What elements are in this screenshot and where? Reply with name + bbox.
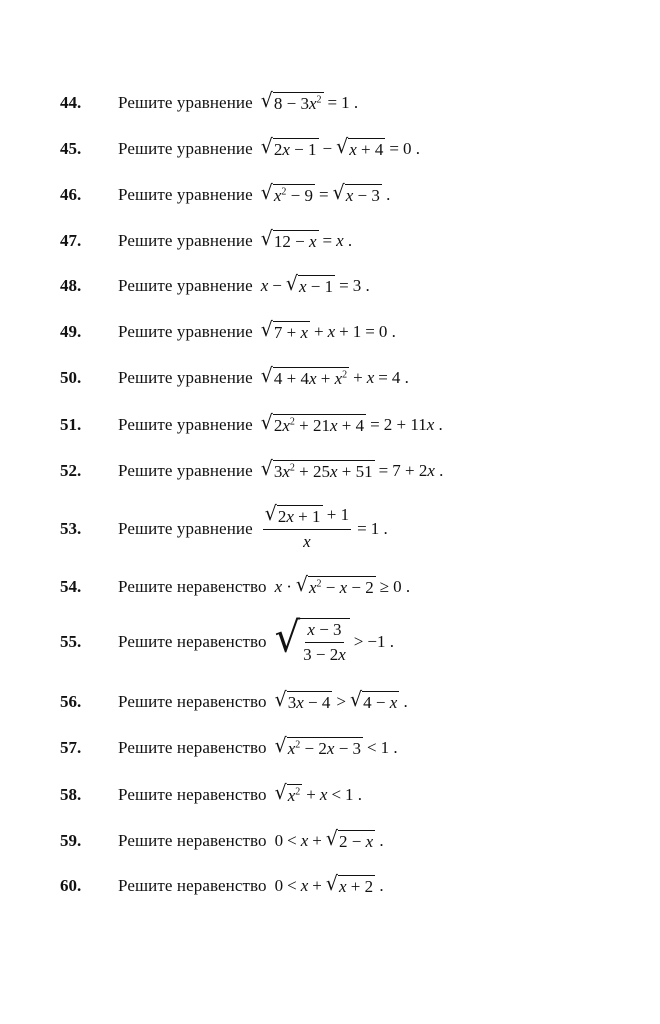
problem-number: 46.: [60, 185, 82, 204]
problem-57: [60, 734, 620, 759]
problem-expression: √ 12 − x = x .: [260, 227, 353, 251]
problem-52: [60, 457, 620, 482]
problem-number: 55.: [60, 631, 82, 651]
problem-instruction: Решите уравнение: [118, 518, 253, 538]
problem-number: 49.: [60, 322, 82, 341]
problem-47: [60, 227, 620, 252]
problem-51: [60, 411, 620, 436]
problem-56: [60, 688, 620, 713]
problem-instruction: Решите уравнение: [118, 368, 253, 387]
problem-number: 53.: [60, 518, 82, 538]
problem-instruction: Решите уравнение: [118, 185, 253, 204]
problem-54: [60, 573, 620, 598]
problem-58: [60, 781, 620, 806]
problem-expression: √ $x^2$ + x < 1 .: [274, 781, 363, 805]
problem-number: 50.: [60, 368, 82, 387]
problem-expression: x − √ x − 1 = 3 .: [260, 272, 370, 296]
problem-instruction: Решите неравенство: [118, 631, 267, 651]
problem-instruction: Решите уравнение: [118, 139, 253, 158]
problem-59: [60, 827, 620, 852]
problem-44: [60, 89, 620, 114]
problem-46: [60, 181, 620, 206]
problem-instruction: Решите уравнение: [118, 461, 253, 480]
problem-number: 51.: [60, 415, 82, 434]
problem-number: 48.: [60, 276, 82, 295]
problem-number: 47.: [60, 231, 82, 250]
problem-45: [60, 135, 620, 160]
problem-expression: √ $3x^2 + 25x + 51$ = 7 + 2 x .: [260, 457, 444, 481]
problem-number: 44.: [60, 93, 82, 112]
problem-instruction: Решите уравнение: [118, 231, 253, 250]
problem-instruction: Решите неравенство: [118, 785, 267, 804]
problem-expression: √ 2x − 1 − √ x + 4 = 0 .: [260, 135, 420, 159]
problem-number: 58.: [60, 785, 82, 804]
problem-50: [60, 364, 620, 389]
problem-instruction: Решите уравнение: [118, 276, 253, 295]
problem-expression: √ 2x + 1 + 1 x = 1 .: [264, 502, 388, 551]
problem-number: 54.: [60, 577, 82, 596]
problem-instruction: Решите уравнение: [118, 93, 253, 112]
problem-60: [60, 872, 620, 897]
problem-expression: √ $x^2 - 9$ = √ x − 3 .: [260, 181, 391, 205]
problem-expression: x · √ $x^2 - x - 2$ ≥ 0 .: [274, 573, 411, 597]
problem-expression: 0 < x + √ 2 − x .: [274, 827, 384, 851]
problem-instruction: Решите неравенство: [118, 831, 267, 850]
problem-55: [60, 613, 620, 665]
problem-instruction: Решите неравенство: [118, 876, 267, 895]
problem-49: [60, 318, 620, 343]
problem-number: 56.: [60, 692, 82, 711]
problem-instruction: Решите уравнение: [118, 322, 253, 341]
problem-number: 60.: [60, 876, 82, 895]
problem-instruction: Решите уравнение: [118, 415, 253, 434]
problem-expression: √ $8 - 3x^2$ = 1 .: [260, 89, 359, 113]
problem-expression: √ $\frac{x - 3}{3 - 2x}$ > −1 .: [274, 613, 394, 664]
problem-expression: 0 < x + √ x + 2 .: [274, 872, 384, 896]
problem-instruction: Решите неравенство: [118, 692, 267, 711]
problem-expression: √ $4 + 4x + x^2$ + x = 4 .: [260, 364, 409, 388]
problem-expression: √ 3x − 4 > √ 4 − x .: [274, 688, 408, 712]
problem-expression: √ 7 + x + x + 1 = 0 .: [260, 318, 396, 342]
problem-instruction: Решите неравенство: [118, 577, 267, 596]
problem-expression: √ $2x^2 + 21x + 4$ = 2 + 11 x .: [260, 411, 443, 435]
problem-53: [60, 502, 620, 552]
problem-48: [60, 272, 620, 297]
problem-number: 59.: [60, 831, 82, 850]
problem-expression: √ $x^2 - 2x - 3$ < 1 .: [274, 734, 398, 758]
problem-number: 45.: [60, 139, 82, 158]
problem-number: 57.: [60, 738, 82, 757]
problem-instruction: Решите неравенство: [118, 738, 267, 757]
problem-number: 52.: [60, 461, 82, 480]
